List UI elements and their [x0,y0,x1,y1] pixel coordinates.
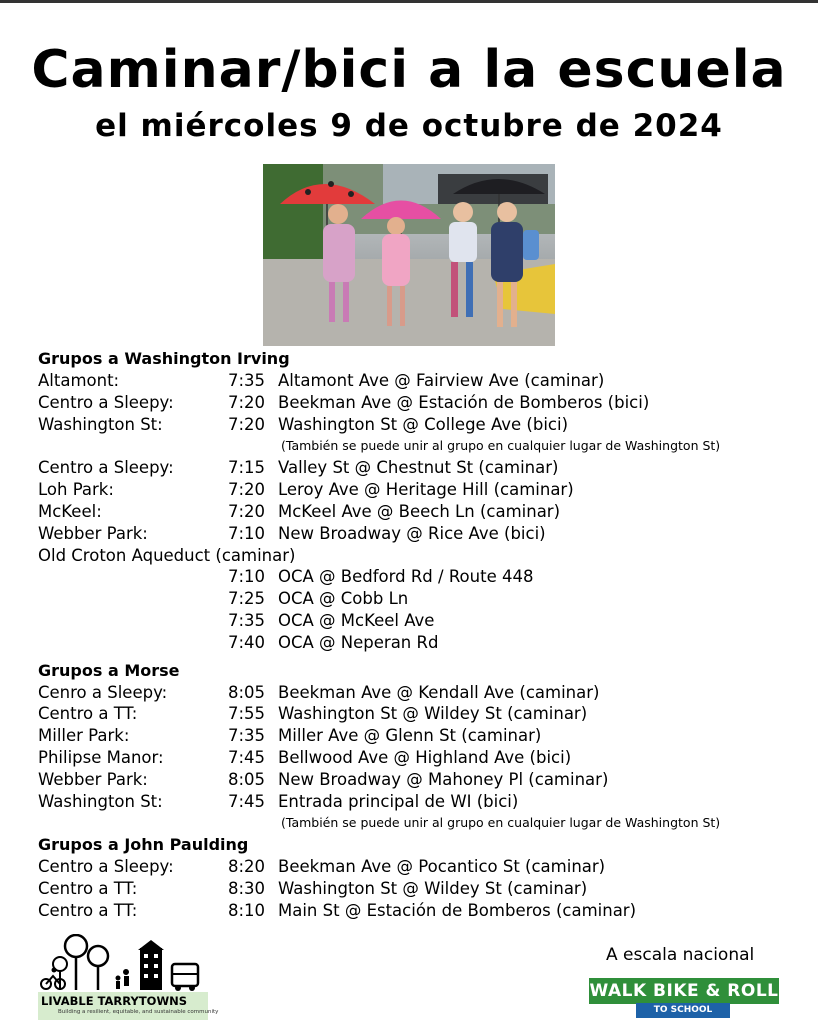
group-location: Altamont Ave @ Fairview Ave (caminar) [278,371,605,390]
group-time: 7:25 [228,589,266,609]
schedule-row [38,566,798,588]
group-location: New Broadway @ Rice Ave (bici) [278,523,546,543]
group-time: 7:20 [228,414,266,434]
group-time: 7:10 [228,523,266,543]
group-time: 7:20 [228,392,266,412]
group-location: Beekman Ave @ Estación de Bomberos (bici) [278,392,650,412]
schedule-row [38,747,798,769]
schedule-row [38,703,798,725]
group-location: Miller Ave @ Glenn St (caminar) [278,726,542,746]
schedule-row [38,878,798,900]
washington-st-note [38,812,798,834]
schedule-row [38,414,798,436]
group-name: Washington St: [38,791,163,811]
washington-st-note [38,435,798,457]
oca-label-row [38,545,798,567]
group-location: New Broadway @ Mahoney Pl (caminar) [278,769,609,789]
group-location: Main St @ Estación de Bomberos (caminar) [278,900,637,920]
group-name: Centro a TT: [38,704,138,724]
group-location: Beekman Ave @ Pocantico St (caminar) [278,857,606,877]
group-time: 7:10 [228,567,266,587]
group-name: Miller Park: [38,726,130,746]
group-name: Webber Park: [38,523,148,543]
group-location: OCA @ Bedford Rd / Route 448 [278,567,534,587]
schedule-row [38,588,798,610]
wbr-logo-text: WALK BIKE & ROLL [589,978,779,1004]
group-time: 7:55 [228,704,266,724]
group-location: McKeel Ave @ Beech Ln (caminar) [278,501,561,521]
group-time: 7:35 [228,371,266,390]
schedule-row [38,900,798,922]
group-time: 7:45 [228,791,266,811]
walk-bike-roll-logo [589,978,779,1020]
schedule-row [38,610,798,632]
group-name: Webber Park: [38,769,148,789]
logo-tagline: Building a resilient, equitable, and sustainable community [58,1009,219,1015]
group-location: Washington St @ College Ave (bici) [278,414,569,434]
group-time: 8:10 [228,900,266,920]
schedule-row [38,370,798,392]
schedule-row [38,457,798,479]
schedule-row [38,682,798,704]
children-umbrellas-photo [263,164,555,346]
oca-label: Old Croton Aqueduct (caminar) [38,545,296,565]
schedule-row [38,791,798,813]
page-title: Caminar/bici a la escuela [31,40,787,100]
group-name: Cenro a Sleepy: [38,682,168,702]
group-name: Philipse Manor: [38,747,164,767]
logo-name: LIVABLE TARRYTOWNS [41,994,188,1008]
group-name: Washington St: [38,414,163,434]
schedule-row [38,769,798,791]
group-name: Centro a Sleepy: [38,392,174,412]
note-text: (También se puede unir al grupo en cualquier lugar de Washington St) [281,815,721,831]
top-rule [0,0,818,3]
schedule-row [38,632,798,654]
national-label: A escala nacional [606,945,755,965]
group-time: 7:20 [228,480,266,500]
group-location: OCA @ McKeel Ave [278,610,435,630]
livable-tarrytowns-logo [38,934,219,1020]
schedule-row [38,725,798,747]
group-time: 7:20 [228,501,266,521]
schedule-row [38,501,798,523]
section-title-morse: Grupos a Morse [38,660,180,680]
section-title-john-paulding: Grupos a John Paulding [38,835,249,855]
group-location: Washington St @ Wildey St (caminar) [278,704,588,724]
group-location: Washington St @ Wildey St (caminar) [278,879,588,899]
group-time: 8:05 [228,769,266,789]
group-name: Altamont: [38,371,120,390]
group-name: Centro a TT: [38,879,138,899]
group-location: OCA @ Neperan Rd [278,632,439,652]
group-name: Centro a Sleepy: [38,857,174,877]
group-time: 8:05 [228,682,266,702]
group-time: 8:30 [228,879,266,899]
section-title-washington-irving: Grupos a Washington Irving [38,349,290,368]
group-time: 7:40 [228,632,266,652]
group-name: Centro a TT: [38,900,138,920]
group-time: 7:35 [228,610,266,630]
group-time: 7:15 [228,458,266,478]
group-location: Bellwood Ave @ Highland Ave (bici) [278,747,572,767]
schedule [38,348,798,922]
group-location: OCA @ Cobb Ln [278,589,409,609]
group-name: Centro a Sleepy: [38,458,174,478]
schedule-row [38,523,798,545]
group-location: Valley St @ Chestnut St (caminar) [278,458,559,478]
group-time: 8:20 [228,857,266,877]
logo-illustration-icon [38,934,208,992]
page-subtitle: el miércoles 9 de octubre de 2024 [95,108,723,144]
schedule-row [38,856,798,878]
group-time: 7:35 [228,726,266,746]
group-location: Beekman Ave @ Kendall Ave (caminar) [278,682,600,702]
group-location: Entrada principal de WI (bici) [278,791,519,811]
group-location: Leroy Ave @ Heritage Hill (caminar) [278,480,574,500]
group-name: McKeel: [38,501,102,521]
schedule-row [38,479,798,501]
group-name: Loh Park: [38,480,114,500]
schedule-row [38,392,798,414]
wbr-logo-subtext: TO SCHOOL [636,1003,730,1018]
note-text: (También se puede unir al grupo en cualquier lugar de Washington St) [281,438,721,454]
group-time: 7:45 [228,747,266,767]
